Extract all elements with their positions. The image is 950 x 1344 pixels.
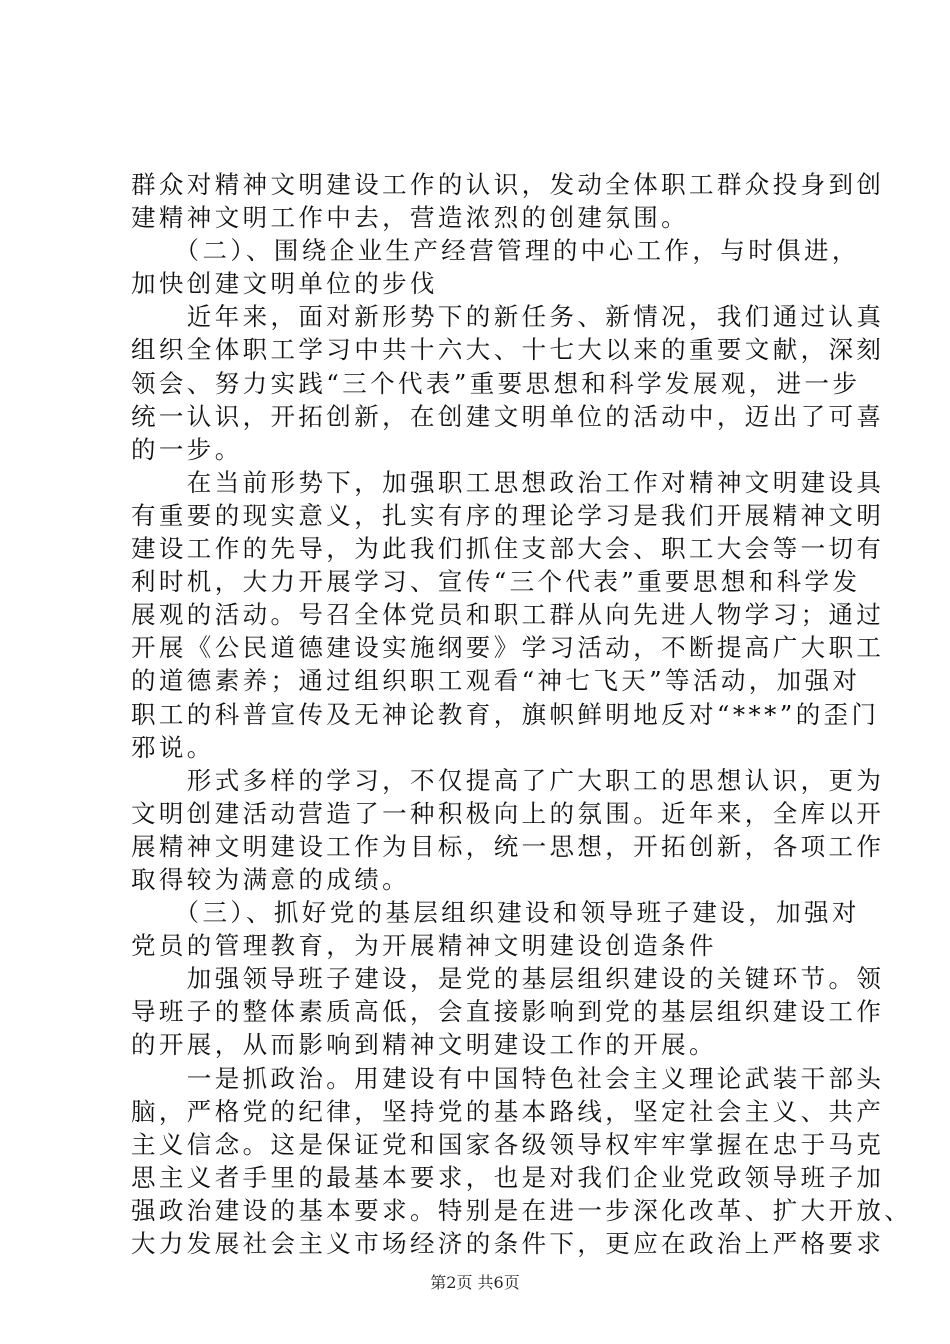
text-line: 一是抓政治。用建设有中国特色社会主义理论武装干部头 bbox=[131, 1063, 885, 1093]
paragraph bbox=[131, 234, 860, 300]
text-line: （三）、抓好党的基层组织建设和领导班子建设，加强对 bbox=[131, 898, 860, 928]
paragraph bbox=[131, 764, 885, 896]
text-line: 利时机，大力开展学习、宣传“三个代表”重要思想和科学发 bbox=[131, 567, 861, 597]
text-line: 职工的科普宣传及无神论教育，旗帜鲜明地反对“***”的歪门 bbox=[131, 699, 880, 729]
text-line: 导班子的整体素质高低，会直接影响到党的基层组织建设工作 bbox=[131, 997, 885, 1027]
paragraph bbox=[131, 300, 885, 465]
text-line: （二）、围绕企业生产经营管理的中心工作，与时俱进， bbox=[131, 236, 860, 266]
text-line: 建设工作的先导，为此我们抓住支部大会、职工大会等一切有 bbox=[131, 534, 885, 564]
text-line: 建精神文明工作中去，营造浓烈的创建氛围。 bbox=[131, 203, 689, 233]
paragraph bbox=[131, 896, 860, 962]
text-line: 有重要的现实意义，扎实有序的理论学习是我们开展精神文明 bbox=[131, 500, 885, 530]
text-line: 的道德素养；通过组织职工观看“神七飞天”等活动，加强对 bbox=[131, 666, 861, 696]
paragraph bbox=[131, 466, 885, 764]
text-line: 文明创建活动营造了一种积极向上的氛围。近年来，全库以开 bbox=[131, 798, 885, 828]
document-body bbox=[131, 168, 913, 1260]
text-line: 开展《公民道德建设实施纲要》学习活动，不断提高广大职工 bbox=[131, 633, 885, 663]
text-line: 强政治建设的基本要求。特别是在进一步深化改革、扩大开放、 bbox=[131, 1195, 913, 1225]
text-line: 群众对精神文明建设工作的认识，发动全体职工群众投身到创 bbox=[131, 170, 885, 199]
text-line: 领会、努力实践“三个代表”重要思想和科学发展观，进一步 bbox=[131, 368, 861, 398]
text-line: 加快创建文明单位的步伐 bbox=[131, 269, 438, 299]
text-line: 主义信念。这是保证党和国家各级领导权牢牢掌握在忠于马克 bbox=[131, 1129, 885, 1159]
text-line: 的开展，从而影响到精神文明建设工作的开展。 bbox=[131, 1030, 717, 1060]
paragraph bbox=[131, 1062, 913, 1261]
text-line: 党员的管理教育，为开展精神文明建设创造条件 bbox=[131, 931, 717, 961]
text-line: 加强领导班子建设，是党的基层组织建设的关键环节。领 bbox=[131, 964, 885, 994]
text-line: 在当前形势下，加强职工思想政治工作对精神文明建设具 bbox=[131, 467, 885, 497]
paragraph bbox=[131, 168, 885, 234]
text-line: 形式多样的学习，不仅提高了广大职工的思想认识，更为 bbox=[131, 765, 885, 795]
text-line: 展精神文明建设工作为目标，统一思想，开拓创新，各项工作 bbox=[131, 831, 885, 861]
text-line: 大力发展社会主义市场经济的条件下，更应在政治上严格要求 bbox=[131, 1229, 885, 1258]
text-line: 脑，严格党的纪律，坚持党的基本路线，坚定社会主义、共产 bbox=[131, 1096, 885, 1126]
text-line: 统一认识，开拓创新，在创建文明单位的活动中，迈出了可喜 bbox=[131, 401, 885, 431]
text-line: 组织全体职工学习中共十六大、十七大以来的重要文献，深刻 bbox=[131, 335, 885, 365]
text-line: 近年来，面对新形势下的新任务、新情况，我们通过认真 bbox=[131, 302, 885, 332]
text-line: 取得较为满意的成绩。 bbox=[131, 864, 410, 894]
text-line: 邪说。 bbox=[131, 732, 215, 762]
text-line: 展观的活动。号召全体党员和职工群从向先进人物学习；通过 bbox=[131, 600, 885, 630]
text-line: 的一步。 bbox=[131, 434, 243, 464]
page-footer: 第2页 共6页 bbox=[430, 1273, 520, 1292]
text-line: 思主义者手里的最基本要求，也是对我们企业党政领导班子加 bbox=[131, 1162, 885, 1192]
paragraph bbox=[131, 962, 885, 1061]
